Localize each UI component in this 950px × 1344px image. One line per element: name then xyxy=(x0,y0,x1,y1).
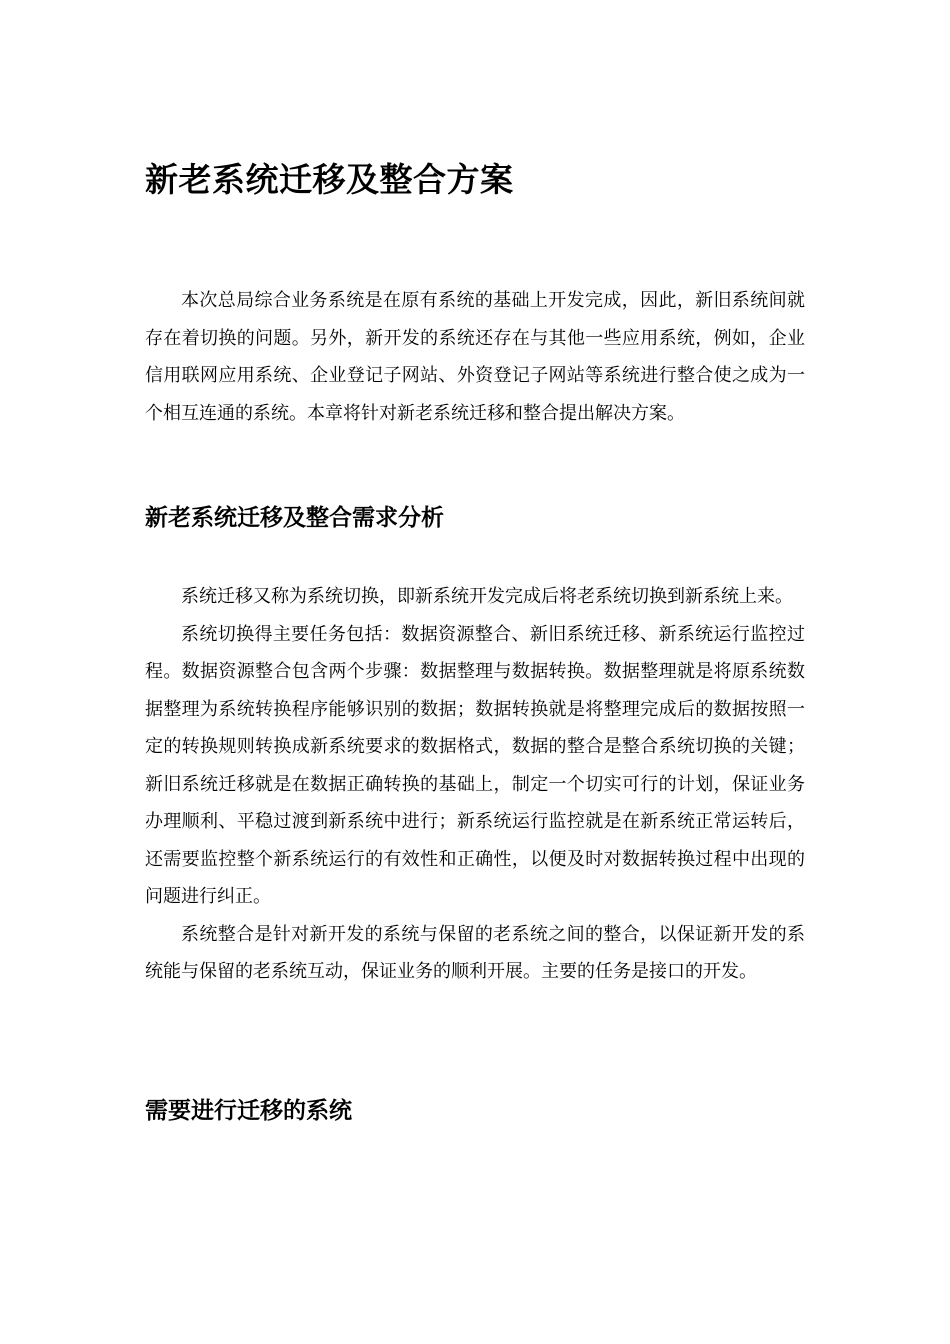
document-title: 新老系统迁移及整合方案 xyxy=(145,160,514,199)
requirements-section-body xyxy=(145,578,805,991)
section-heading-requirements: 新老系统迁移及整合需求分析 xyxy=(145,505,444,531)
intro-paragraph: 本次总局综合业务系统是在原有系统的基础上开发完成，因此，新旧系统间就存在着切换的问题。另外，新开发的系统还存在与其他一些应用系统，例如，企业信用联网应用系统、企业登记子网站、外资登记子网站等系统进行整合使之成为一个相互连通的系统。本章将针对新老系统迁移和整合提出解决方案。 xyxy=(145,290,805,424)
paragraph-migration-definition: 系统迁移又称为系统切换，即新系统开发完成后将老系统切换到新系统上来。 xyxy=(181,586,793,607)
paragraph-switch-tasks: 系统切换得主要任务包括：数据资源整合、新旧系统迁移、新系统运行监控过程。数据资源整合包含两个步骤：数据整理与数据转换。数据整理就是将原系统数据整理为系统转换程序能够识别的数据；数据转换就是将整理完成后的数据按照一定的转换规则转换成新系统要求的数据格式，数据的整合是整合系统切换的关键；新旧系统迁移就是在数据正确转换的基础上，制定一个切实可行的计划，保证业务办理顺利、平稳过渡到新系统中进行；新系统运行监控就是在新系统正常运转后，还需要监控整个新系统运行的有效性和正确性，以便及时对数据转换过程中出现的问题进行纠正。 xyxy=(145,623,805,907)
intro-section xyxy=(145,282,805,432)
paragraph-integration: 系统整合是针对新开发的系统与保留的老系统之间的整合，以保证新开发的系统能与保留的老系统互动，保证业务的顺利开展。主要的任务是接口的开发。 xyxy=(145,923,805,982)
section-heading-systems-to-migrate: 需要进行迁移的系统 xyxy=(145,1098,352,1124)
